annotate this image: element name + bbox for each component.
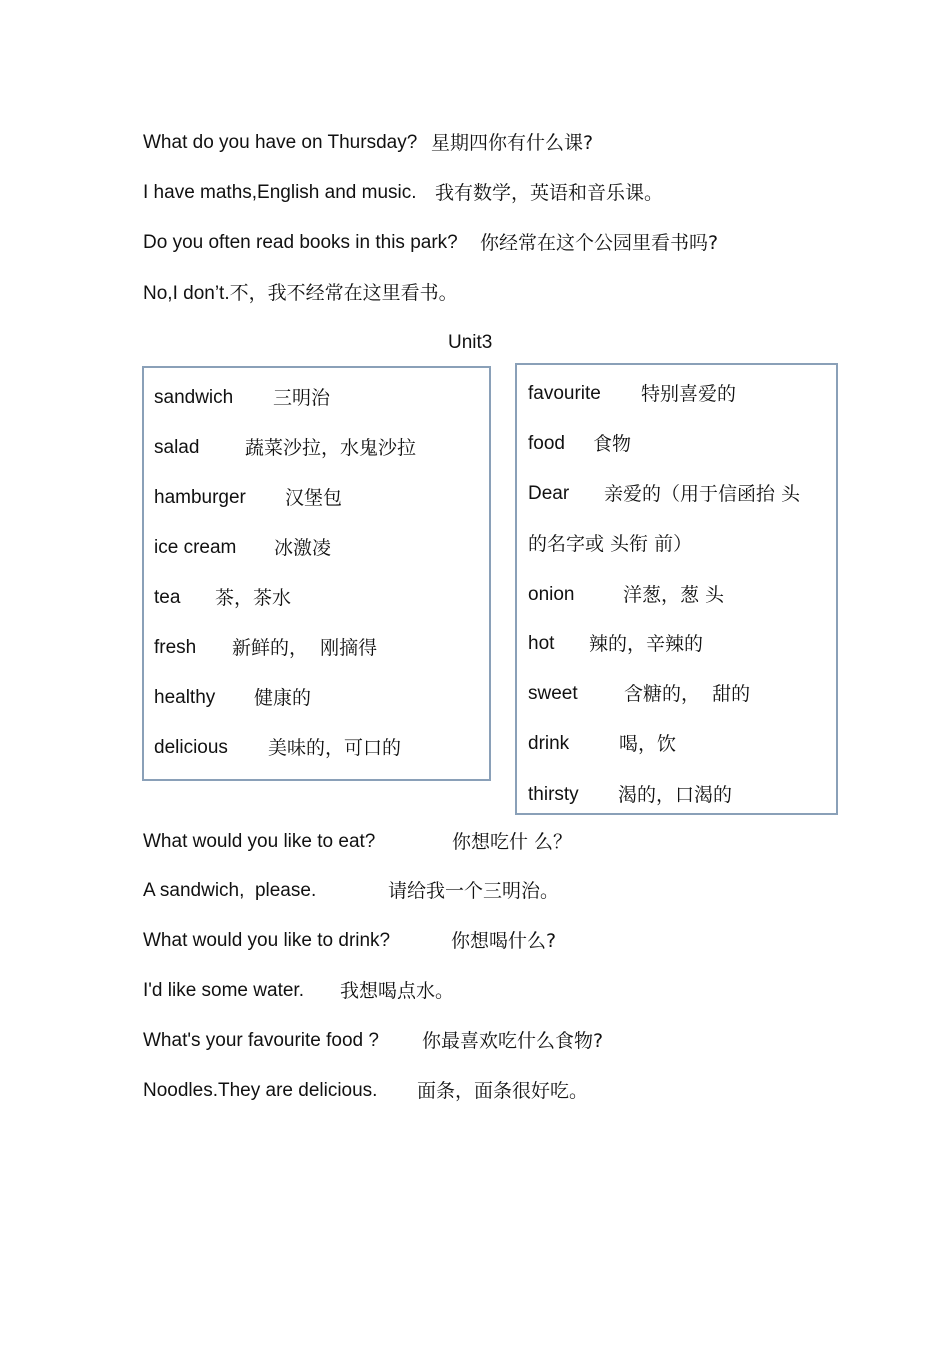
vocab-zh: 喝，饮 [619, 733, 677, 755]
vocab-en: sandwich [154, 387, 234, 408]
dialogue-line [143, 1029, 604, 1053]
vocab-row [154, 486, 343, 510]
vocab-zh: 美味的，可口的 [268, 737, 402, 759]
vocab-row [154, 686, 312, 710]
dialogue-en: A sandwich, please. [143, 880, 317, 901]
dialogue-zh: 你想吃什 么？ [452, 831, 573, 853]
vocab-row [154, 436, 417, 460]
intro-line-1 [143, 131, 594, 155]
dialogue-line [143, 979, 455, 1003]
vocab-zh: 食物 [593, 433, 632, 455]
unit-title: Unit3 [448, 332, 493, 353]
intro-line-4 [143, 281, 458, 306]
vocab-en: Dear [528, 483, 570, 504]
vocab-row [528, 632, 704, 656]
vocab-box-left [142, 366, 491, 781]
vocab-en: tea [154, 587, 181, 608]
vocab-zh: 洋葱，葱 头 [623, 584, 725, 606]
vocab-en: food [528, 433, 565, 454]
dialogue-zh: 面条，面条很好吃。 [417, 1080, 589, 1102]
vocab-row [154, 636, 378, 660]
vocab-en: ice cream [154, 537, 237, 558]
vocab-row [528, 583, 725, 607]
dialogue-en: What's your favourite food ? [143, 1030, 379, 1051]
vocab-en: hot [528, 633, 555, 654]
vocab-row [528, 532, 692, 557]
vocab-zh: 茶，茶水 [215, 587, 292, 609]
intro-zh: 星期四你有什么课? [431, 132, 594, 154]
vocab-en: thirsty [528, 784, 579, 805]
vocab-en: salad [154, 437, 200, 458]
dialogue-zh: 你最喜欢吃什么食物? [422, 1030, 604, 1052]
vocab-zh: 汉堡包 [285, 487, 343, 509]
vocab-zh: 亲爱的（用于信函抬 头 [604, 483, 801, 505]
dialogue-en: What would you like to drink? [143, 930, 391, 951]
vocab-row [154, 736, 402, 760]
dialogue-zh: 你想喝什么? [451, 930, 557, 952]
vocab-zh: 三明治 [273, 387, 331, 409]
vocab-row [154, 586, 292, 610]
vocab-zh: 特别喜爱的 [641, 383, 737, 405]
dialogue-en: What would you like to eat? [143, 831, 376, 852]
dialogue-zh: 我想喝点水。 [340, 980, 455, 1002]
vocab-row [528, 482, 801, 506]
vocab-row [528, 682, 751, 706]
vocab-en: fresh [154, 637, 197, 658]
intro-en: Do you often read books in this park? [143, 232, 458, 253]
dialogue-zh: 请给我一个三明治。 [388, 880, 560, 902]
vocab-zh: 健康的 [254, 687, 312, 709]
vocab-zh: 辣的，辛辣的 [589, 633, 704, 655]
vocab-en: hamburger [154, 487, 246, 508]
vocab-en: onion [528, 584, 575, 605]
vocab-en: sweet [528, 683, 578, 704]
vocab-zh: 冰激凌 [274, 537, 332, 559]
vocab-zh: 蔬菜沙拉，水鬼沙拉 [245, 437, 417, 459]
vocab-en: delicious [154, 737, 228, 758]
vocab-zh: 新鲜的， 刚摘得 [232, 637, 378, 659]
intro-en: No,I don’t. [143, 283, 230, 304]
dialogue-line [143, 830, 573, 854]
vocab-row [528, 382, 737, 406]
vocab-row [154, 536, 332, 560]
vocab-row [528, 783, 733, 807]
dialogue-line [143, 1079, 589, 1103]
dialogue-en: I'd like some water. [143, 980, 304, 1001]
intro-en: What do you have on Thursday? [143, 132, 418, 153]
intro-zh: 不，我不经常在这里看书。 [229, 282, 458, 304]
vocab-zh: 的名字或 头衔 前） [528, 533, 693, 555]
intro-line-2 [143, 181, 664, 205]
vocab-row [528, 432, 632, 456]
vocab-row [528, 732, 677, 756]
vocab-zh: 渴的，口渴的 [618, 784, 733, 806]
dialogue-line [143, 879, 560, 903]
intro-zh: 我有数学，英语和音乐课。 [435, 182, 664, 204]
dialogue-line [143, 929, 557, 953]
vocab-en: healthy [154, 687, 216, 708]
vocab-zh: 含糖的， 甜的 [624, 683, 751, 705]
vocab-row [154, 386, 331, 410]
intro-en: I have maths,English and music. [143, 182, 417, 203]
dialogue-en: Noodles.They are delicious. [143, 1080, 378, 1101]
vocab-en: favourite [528, 383, 601, 404]
intro-zh: 你经常在这个公园里看书吗? [480, 232, 719, 254]
vocab-en: drink [528, 733, 570, 754]
intro-line-3 [143, 231, 719, 255]
